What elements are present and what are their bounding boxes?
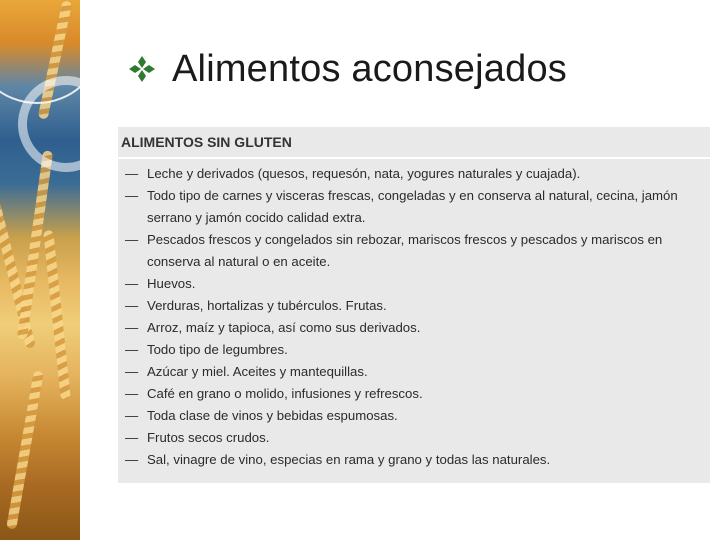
- list-item: [118, 295, 710, 317]
- list-item-text: Frutos secos crudos.: [147, 430, 270, 445]
- list-item-text: Pescados frescos y congelados sin rebozar, mariscos frescos y pescados y mariscos en conserva al natural o en aceite.: [147, 232, 663, 269]
- list-item: [118, 185, 710, 229]
- list-item-text: Arroz, maíz y tapioca, así como sus derivados.: [147, 320, 421, 335]
- list-item: [118, 383, 710, 405]
- diamond-bullet-icon: [128, 55, 156, 83]
- list-item: [118, 229, 710, 273]
- dash-marker: —: [125, 386, 139, 401]
- slide-title-row: [128, 44, 567, 94]
- dash-marker: —: [125, 166, 139, 181]
- dash-marker: —: [125, 430, 139, 445]
- dash-marker: —: [125, 408, 139, 423]
- list-item: [118, 361, 710, 383]
- panel-heading: ALIMENTOS SIN GLUTEN: [118, 127, 710, 159]
- list-item: [118, 405, 710, 427]
- dash-marker: —: [125, 298, 139, 313]
- dash-marker: —: [125, 232, 139, 247]
- list-item-text: Café en grano o molido, infusiones y refrescos.: [147, 386, 423, 401]
- list-item-text: Sal, vinagre de vino, especias en rama y grano y todas las naturales.: [147, 452, 551, 467]
- list-item: [118, 163, 710, 185]
- list-item: [118, 273, 710, 295]
- list-item-text: Leche y derivados (quesos, requesón, nata, yogures naturales y cuajada).: [147, 166, 581, 181]
- dash-marker: —: [125, 276, 139, 291]
- list-item: [118, 317, 710, 339]
- list-item: [118, 449, 710, 471]
- list-item-text: Huevos.: [147, 276, 196, 291]
- dash-marker: —: [125, 188, 139, 203]
- wheat-background-image: [0, 0, 80, 540]
- gluten-free-foods-panel: [118, 127, 710, 483]
- slide-title: Alimentos aconsejados: [172, 47, 567, 90]
- list-item-text: Azúcar y miel. Aceites y mantequillas.: [147, 364, 368, 379]
- food-list: [118, 159, 710, 471]
- dash-marker: —: [125, 342, 139, 357]
- list-item: [118, 427, 710, 449]
- list-item-text: Todo tipo de carnes y visceras frescas, congeladas y en conserva al natural, cecina, jamón serrano y jamón cocido calidad extra.: [147, 188, 678, 225]
- list-item: [118, 339, 710, 361]
- dash-marker: —: [125, 452, 139, 467]
- list-item-text: Todo tipo de legumbres.: [147, 342, 288, 357]
- list-item-text: Verduras, hortalizas y tubérculos. Frutas.: [147, 298, 387, 313]
- dash-marker: —: [125, 364, 139, 379]
- dash-marker: —: [125, 320, 139, 335]
- list-item-text: Toda clase de vinos y bebidas espumosas.: [147, 408, 398, 423]
